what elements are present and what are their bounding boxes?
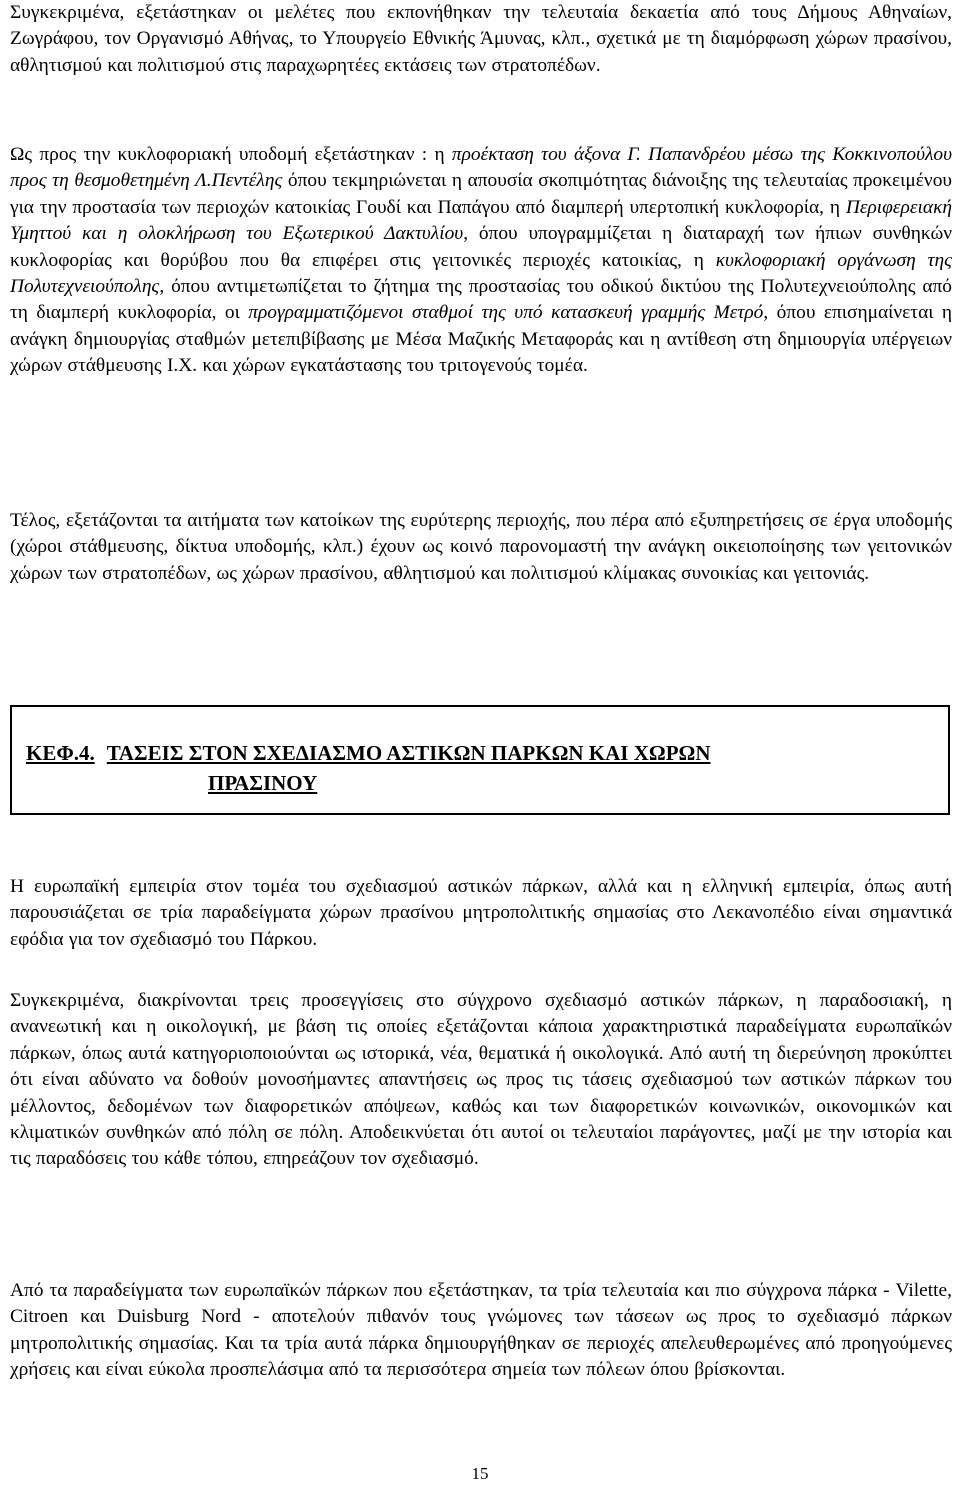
chapter-title-line-2: ΠΡΑΣΙΝΟΥ [208, 771, 318, 795]
text-span: , όπου επισημαίνεται η ανάγκη δημιουργίας σταθμών μετεπιβίβασης με Μέσα Μαζικής Μεταφοράς και η αντίθεση στη δημιουργία υπέργειων χώρων στάθμευσης Ι.Χ. και χώρων εγκατάστασης του τριτογενούς τομέα. [10, 302, 953, 377]
chapter-number: ΚΕΦ.4. [26, 741, 95, 765]
paragraph-european-experience: Η ευρωπαϊκή εμπειρία στον τομέα του σχεδιασμού αστικών πάρκων, αλλά και η ελληνική εμπειρία, όπως αυτή παρουσιάζεται σε τρία παραδείγματα χώρων πρασίνου μητροπολιτικής σημασίας στο Λεκανοπέδιο είναι σημαντικά εφόδια για τον σχεδιασμό του Πάρκου. [10, 876, 952, 950]
text-span: Ως προς την κυκλοφοριακή υποδομή εξετάστηκαν : η [10, 144, 452, 165]
chapter-heading-box [10, 705, 950, 815]
paragraph-residents-requests: Τέλος, εξετάζονται τα αιτήματα των κατοίκων της ευρύτερης περιοχής, που πέρα από εξυπηρετήσεις σε έργα υποδομής (χώροι στάθμευσης, δίκτυα υποδομής, κλπ.) έχουν ως κοινό παρονομαστή την ανάγκη οικειοποίησης των γειτονικών χώρων των στρατοπέδων, ως χώρων πρασίνου, αθλητισμού και πολιτισμού κλίμακας συνοικίας και γειτονιάς. [10, 510, 952, 584]
italic-span: Περιφερειακή Υμηττού και η ολοκλήρωση του Εξωτερικού Δακτυλίου [10, 196, 952, 245]
paragraph-park-examples: Από τα παραδείγματα των ευρωπαϊκών πάρκων που εξετάστηκαν, τα τρία τελευταία και πιο σύγχρονα πάρκα - Vilette, Citroen και Duisburg Nord - αποτελούν πιθανόν τους γνώμονες των τάσεων ως προς το σχεδιασμό πάρκων μητροπολιτικής σημασίας. Και τα τρία αυτά πάρκα δημιουργήθηκαν σε περιοχές απελευθερωμένες από προηγούμενες χρήσεις και είναι εύκολα προσπελάσιμα από τα περισσότερα σημεία των πόλεων όπου βρίσκονται. [10, 1280, 952, 1381]
paragraph-design-approaches: Συγκεκριμένα, διακρίνονται τρεις προσεγγίσεις στο σύγχρονο σχεδιασμό αστικών πάρκων, η παραδοσιακή, η ανανεωτική και η οικολογική, με βάση τις οποίες εξετάζονται κάποια χαρακτηριστικά παραδείγματα ευρωπαϊκών πάρκων, όπως αυτά κατηγοριοποιούνται ως ιστορικά, νέα, θεματικά ή οικολογικά. Από αυτή τη διερεύνηση προκύπτει ότι είναι αδύνατο να δοθούν μονοσήμαντες απαντήσεις ως προς τις τάσεις σχεδιασμού των αστικών πάρκων του μέλλοντος, δεδομένων των διαφορετικών απόψεων, καθώς και των διαφορετικών κοινωνικών, οικονομικών και κλιματικών συνθηκών από πόλη σε πόλη. Αποδεικνύεται ότι αυτοί οι τελευταίοι παράγοντες, μαζί με την ιστορία και τις παραδόσεις του κάθε τόπου, επηρεάζουν τον σχεδιασμό. [10, 990, 952, 1170]
chapter-heading-line-1 [26, 739, 711, 767]
text-span: όπου τεκμηριώνεται η απουσία σκοπιμότητας διάνοιξης της τελευταίας προκειμένου για την προστασία των περιοχών κατοικίας Γουδί και Παπάγου από διαμπερή υπερτοπική κυκλοφορία, η [10, 170, 952, 218]
italic-span: κυκλοφοριακή οργάνωση της Πολυτεχνειούπολης [10, 249, 952, 298]
italic-span: προγραμματιζόμενοι σταθμοί της υπό κατασκευή γραμμής Μετρό [248, 302, 764, 324]
text-span: , όπου αντιμετωπίζεται το ζήτημα της προστασίας του οδικού δικτύου της Πολυτεχνειούπολης από τη διαμπερή κυκλοφορία, οι [10, 276, 952, 324]
paragraph-traffic-infrastructure [10, 142, 952, 380]
paragraph-studies: Συγκεκριμένα, εξετάστηκαν οι μελέτες που εκπονήθηκαν την τελευταία δεκαετία από τους Δήμους Αθηναίων, Ζωγράφου, τον Οργανισμό Αθήνας, το Υπουργείο Εθνικής Άμυνας, κλπ., σχετικά με τη διαμόρφωση χώρων πρασίνου, αθλητισμού και πολιτισμού στις παραχωρητέες εκτάσεις των στρατοπέδων. [10, 2, 952, 76]
chapter-title-line-1: ΤΑΣΕΙΣ ΣΤΟΝ ΣΧΕΔΙΑΣΜΟ ΑΣΤΙΚΩΝ ΠΑΡΚΩΝ ΚΑΙ ΧΩΡΩΝ [106, 741, 711, 765]
text-span: , όπου υπογραμμίζεται η διαταραχή των ήπιων συνθηκών κυκλοφορίας και θορύβου που θα επιφέρει στις γειτονικές περιοχές κατοικίας, η [10, 223, 952, 271]
italic-span: προέκταση του άξονα Γ. Παπανδρέου μέσω της Κοκκινοπούλου προς τη θεσμοθετημένη Λ.Πεντέλης [10, 144, 952, 192]
page-number: 15 [471, 1464, 489, 1483]
